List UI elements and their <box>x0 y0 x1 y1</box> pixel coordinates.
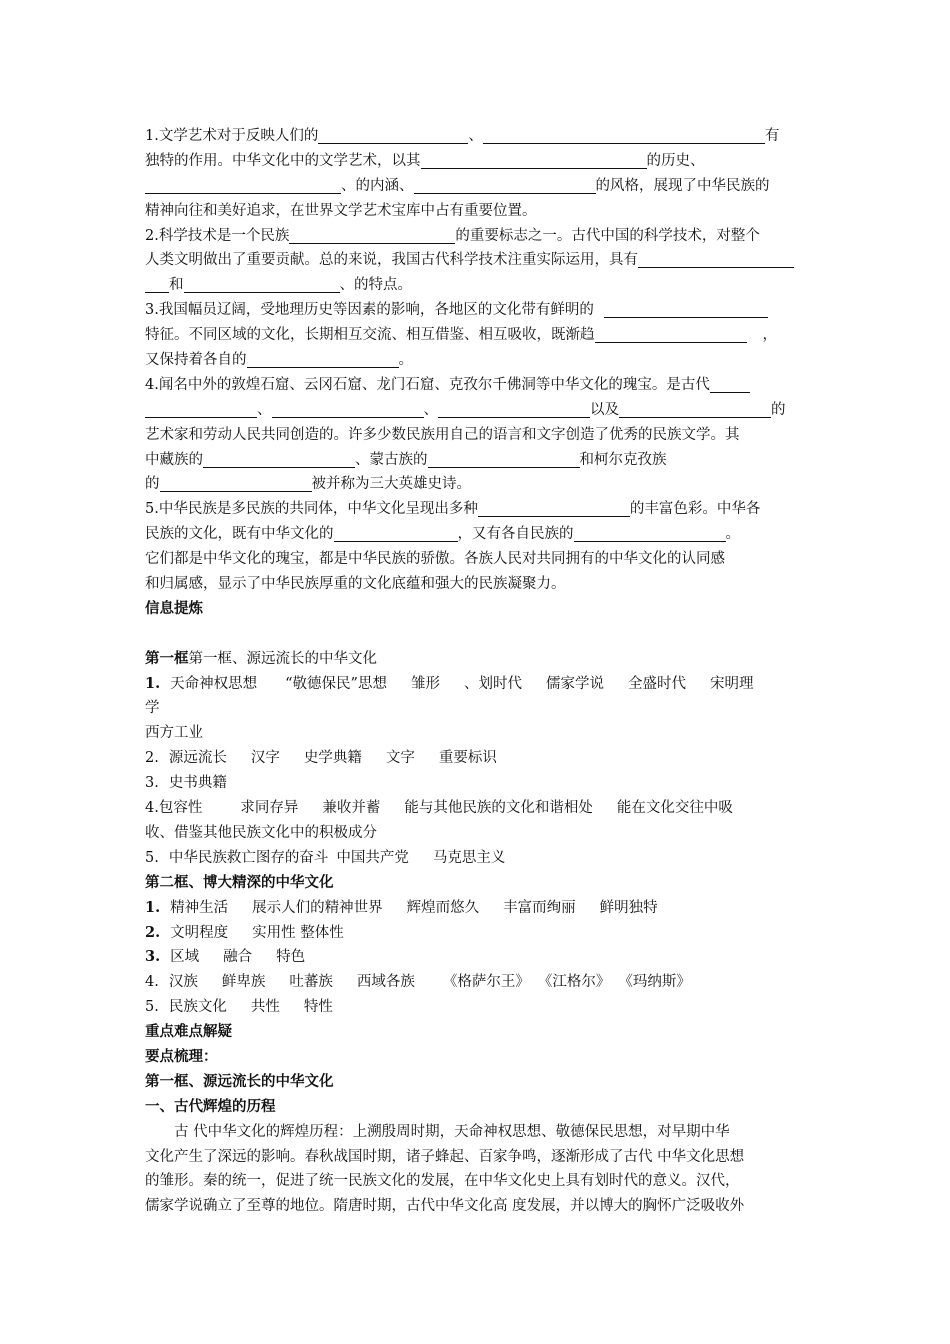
answer-blank[interactable] <box>247 350 399 368</box>
answer-blank[interactable] <box>272 400 424 418</box>
answer-blank[interactable] <box>428 450 580 468</box>
question-5-line-3: 它们都是中华文化的瑰宝，都是中华民族的骄傲。各族人民对共同拥有的中华文化的认同感 <box>145 551 725 568</box>
question-4-line-1: 4.闻名中外的敦煌石窟、云冈石窟、龙门石窟、克孜尔千佛洞等中华文化的瑰宝。是古代 <box>145 373 815 398</box>
question-1-line-2: 独特的作用。中华文化中的文学艺术，以其 的历史、 <box>145 152 705 169</box>
section-title-summary: 要点梳理： <box>145 1047 218 1065</box>
answer-blank[interactable] <box>318 126 468 144</box>
question-2-line-2: 人类文明做出了重要贡献。总的来说，我国古代科学技术注重实际运用，具有 <box>145 248 815 273</box>
frame-1-row-4: 4.包容性 求同存异 兼收并蓄 能与其他民族的文化和谐相处 能在文化交往中吸 <box>145 800 733 817</box>
frame-1-row-4-cont: 收、借鉴其他民族文化中的积极成分 <box>145 824 377 841</box>
question-2-line-1: 2.科学技术是一个民族 的重要标志之一。古代中国的科学技术，对整个 <box>145 227 760 244</box>
question-4-line-5: 的 被并称为三大英雄史诗。 <box>145 476 471 493</box>
section-title-key-points: 重点难点解疑 <box>145 1023 232 1041</box>
question-4-line-2: 、 、 以及 的 <box>145 398 815 423</box>
question-5-line-1: 5.中华民族是多民族的共同体，中华文化呈现出多种 的丰富色彩。中华各 <box>145 501 761 518</box>
frame-1-row-1-cont: 学 <box>145 700 160 717</box>
question-1-line-3: 、的内涵、 的风格，展现了中华民族的 <box>145 174 815 199</box>
frame-1-row-3: 3. 史书典籍 <box>145 775 227 792</box>
answer-blank[interactable] <box>638 250 794 268</box>
frame-2-heading: 第二框、博大精深的中华文化 <box>145 873 334 891</box>
paragraph-line: 的雏形。秦的统一，促进了统一民族文化的发展，在中华文化史上具有划时代的意义。汉代， <box>145 1173 740 1190</box>
answer-blank[interactable] <box>145 275 169 293</box>
answer-blank[interactable] <box>421 151 647 169</box>
section-title-info: 信息提炼 <box>145 599 203 617</box>
frame-2-row-3: 3. 区域 融合 特色 <box>145 948 306 966</box>
question-2-line-3: 和 、的特点。 <box>145 273 815 298</box>
question-1-line-4: 精神向往和美好追求，在世界文学艺术宝库中占有重要位置。 <box>145 202 537 219</box>
frame-2-row-2: 2. 文明程度 实用性 整体性 <box>145 923 344 941</box>
paragraph-line: 古 代中华文化的辉煌历程：上溯殷周时期，天命神权思想、敬德保民思想，对早期中华 <box>174 1123 730 1140</box>
section-1-heading: 一、古代辉煌的历程 <box>145 1097 276 1115</box>
frame-2-row-5: 5. 民族文化 共性 特性 <box>145 999 333 1016</box>
spacer <box>145 622 815 647</box>
answer-blank[interactable] <box>604 300 768 318</box>
answer-blank[interactable] <box>289 226 455 244</box>
frame-2-row-4: 4. 汉族 鲜卑族 吐蕃族 西域各族 《格萨尔王》 《江格尔》 《玛纳斯》 <box>145 974 691 991</box>
paragraph-line: 儒家学说确立了至尊的地位。隋唐时期，古代中华文化高 度发展，并以博大的胸怀广泛吸收外 <box>145 1198 745 1215</box>
frame-1-summary-heading: 第一框、源远流长的中华文化 <box>145 1072 334 1090</box>
answer-blank[interactable] <box>184 275 340 293</box>
frame-1-row-5: 5. 中华民族救亡图存的奋斗 中国共产党 马克思主义 <box>145 849 506 866</box>
answer-blank[interactable] <box>334 524 458 542</box>
answer-blank[interactable] <box>203 450 355 468</box>
frame-1-row-1: 1. 天命神权思想 “敬德保民”思想 雏形 、划时代 儒家学说 全盛时代 宋明理 <box>145 674 754 692</box>
frame-1-heading: 第一框第一框、源远流长的中华文化 <box>145 649 377 667</box>
question-4-line-4: 中藏族的 、蒙古族的 和柯尔克孜族 <box>145 451 667 468</box>
question-4-line-3: 艺术家和劳动人民共同创造的。许多少数民族用自己的语言和文字创造了优秀的民族文学。其 <box>145 426 740 443</box>
answer-blank[interactable] <box>145 400 257 418</box>
answer-blank[interactable] <box>710 375 750 393</box>
frame-1-row-2: 2. 源远流长 汉字 史学典籍 文字 重要标识 <box>145 750 497 767</box>
frame-1-row-1-cont2: 西方工业 <box>145 725 203 742</box>
answer-blank[interactable] <box>574 524 726 542</box>
question-5-line-2: 民族的文化，既有中华文化的 ，又有各自民族的 。 <box>145 526 740 543</box>
frame-2-row-1: 1. 精神生活 展示人们的精神世界 辉煌而悠久 丰富而绚丽 鲜明独特 <box>145 898 658 916</box>
answer-blank[interactable] <box>145 176 341 194</box>
paragraph-line: 文化产生了深远的影响。春秋战国时期，诸子蜂起、百家争鸣，逐渐形成了古代 中华文化思想 <box>145 1148 745 1165</box>
answer-blank[interactable] <box>414 176 596 194</box>
question-5-line-4: 和归属感，显示了中华民族厚重的文化底蕴和强大的民族凝聚力。 <box>145 576 566 593</box>
answer-blank[interactable] <box>483 126 765 144</box>
question-3-line-1: 3.我国幅员辽阔，受地理历史等因素的影响，各地区的文化带有鲜明的 <box>145 298 815 323</box>
question-3-line-2: 特征。不同区域的文化，长期相互交流、相互借鉴、相互吸收，既渐趋 ， <box>145 327 777 344</box>
question-3-line-3: 又保持着各自的 。 <box>145 352 413 369</box>
answer-blank[interactable] <box>438 400 590 418</box>
document-page <box>145 124 815 1219</box>
answer-blank[interactable] <box>160 474 312 492</box>
answer-blank[interactable] <box>595 325 747 343</box>
answer-blank[interactable] <box>619 400 771 418</box>
answer-blank[interactable] <box>478 499 630 517</box>
question-1-line-1: 1.文学艺术对于反映人们的 、 有 <box>145 128 780 144</box>
